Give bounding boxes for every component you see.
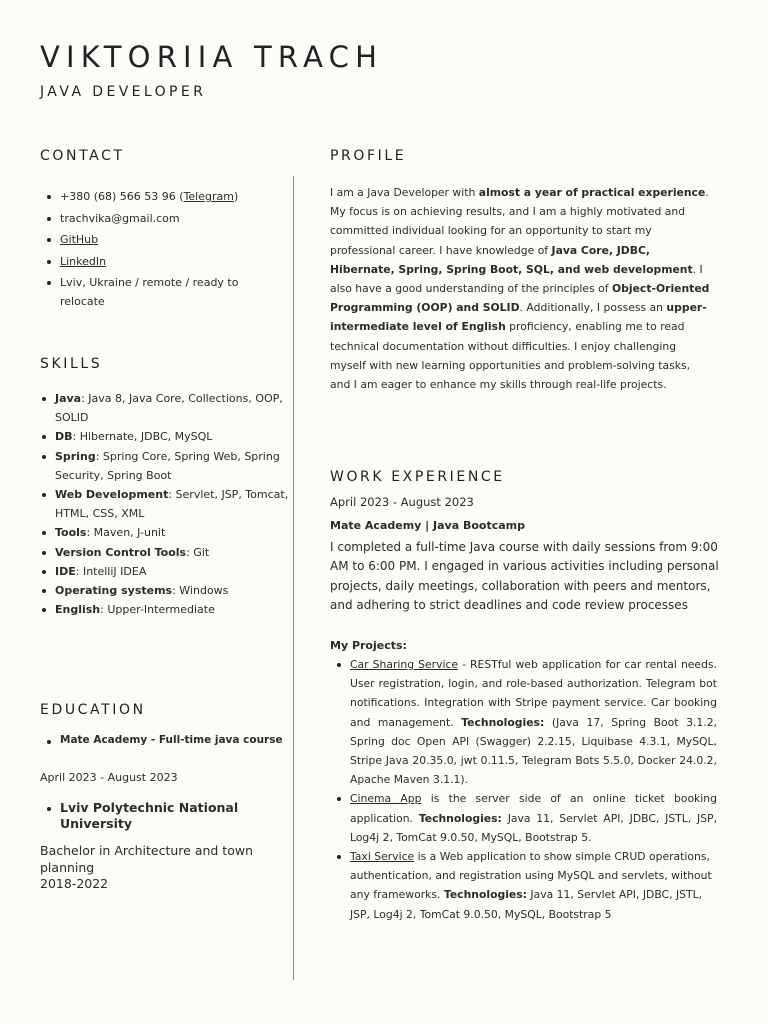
skill-item [40, 427, 290, 446]
skill-label: Operating systems [55, 584, 173, 598]
profile-text [330, 183, 712, 394]
education-item-polytechnic: Lviv Polytechnic National University [45, 800, 290, 832]
contact-location: Lviv, Ukraine / remote / ready to relocate [45, 273, 285, 311]
project-link-taxi[interactable]: Taxi Service [350, 850, 415, 864]
skill-item [40, 485, 290, 523]
project-tech: (Java 17, Spring Boot 3.1.2, Spring doc Open API (Swagger) 2.2.15, Liquibase 4.3.1, MySQL, Stripe Java 20.35.0, jwt 0.11.5, Telegram Bots 5.5.0, Docker 24.0.2, Apache Maven 3.1.1). [350, 715, 717, 787]
contact-github [45, 230, 285, 249]
profile-part: I am a Java Developer with [330, 186, 479, 199]
skill-value: : Windows [172, 584, 229, 598]
project-item [335, 655, 717, 789]
contact-phone [45, 187, 285, 206]
column-divider [293, 176, 294, 980]
profile-part: . Additionally, I possess an [519, 301, 667, 315]
skill-value: : Maven, J-unit [86, 526, 166, 540]
skills-list [40, 389, 290, 619]
education-item-mate: Mate Academy - Full-time java course [45, 733, 290, 749]
skill-label: Version Control Tools [55, 545, 187, 559]
work-description: I completed a full-time Java course with daily sessions from 9:00 AM to 6:00 PM. I engaged in various activities including personal projects, daily meetings, collaboration with peers and mentors, and adhering to strict deadlines and code review processes [330, 540, 719, 612]
tech-label: Technologies: [443, 888, 527, 902]
project-desc: is the server side of an online ticket booking application. [350, 792, 717, 825]
skill-value: : IntelliJ IDEA [75, 564, 147, 578]
education-date: April 2023 - August 2023 [40, 771, 178, 784]
education-list-1 [45, 733, 290, 749]
projects-label: My Projects: [330, 639, 407, 652]
profile-highlight: Java Core, JDBC, Hibernate, Spring, Spring Boot, SQL, and web development [330, 243, 693, 276]
skill-item [40, 581, 290, 600]
degree-title: Bachelor in Architecture and town planning [40, 843, 254, 875]
project-link-car-sharing[interactable]: Car Sharing Service [350, 658, 459, 671]
phone-close: ) [233, 190, 239, 203]
education-list-2 [45, 800, 290, 832]
degree-years: 2018-2022 [40, 876, 109, 891]
skill-value: : Servlet, JSP, Tomcat, HTML, CSS, XML [55, 488, 289, 521]
project-item [335, 847, 717, 924]
contact-email: trachvika@gmail.com [45, 209, 285, 228]
resume-name: VIKTORIIA TRACH [40, 40, 384, 74]
skill-label: IDE [55, 564, 76, 578]
project-tech: Java 11, Servlet API, JDBC, JSTL, JSP, Log4j 2, TomCat 9.0.50, MySQL, Bootstrap 5 [350, 888, 703, 921]
project-link-cinema[interactable]: Cinema App [350, 792, 422, 806]
contact-heading: CONTACT [40, 148, 125, 164]
skill-label: Spring [55, 449, 96, 463]
project-desc: - RESTful web application for car rental needs. User registration, login, and role-based authorization. Telegram bot notifications. Integration with Stripe payment service. Car booking and management. [350, 658, 717, 729]
skill-item [40, 447, 290, 485]
work-heading: WORK EXPERIENCE [330, 469, 505, 485]
skill-value: : Java 8, Java Core, Collections, OOP, SOLID [55, 392, 283, 425]
skill-value: : Hibernate, JDBC, MySQL [72, 430, 213, 444]
profile-part: proficiency, enabling me to read technical documentation without difficulties. I enjoy challenging myself with new learning opportunities and problem-solving tasks, and I am eager to enhance my skills through real-life projects. [330, 320, 691, 392]
tech-label: Technologies: [418, 811, 502, 825]
skill-item [40, 523, 290, 542]
phone-number: +380 (68) 566 53 96 ( [60, 190, 184, 203]
skill-value: : Upper-Intermediate [100, 603, 215, 617]
resume-role: JAVA DEVELOPER [40, 84, 207, 100]
skill-item [40, 543, 290, 562]
skill-item [40, 389, 290, 427]
skill-label: Web Development [55, 488, 169, 502]
contact-list [45, 187, 285, 314]
skill-value: : Spring Core, Spring Web, Spring Security, Spring Boot [55, 449, 280, 482]
skill-label: Tools [55, 526, 87, 540]
project-desc: is a Web application to show simple CRUD operations, authentication, and registration using MySQL and servlets, without any frameworks. [350, 850, 712, 902]
profile-part: . My focus is on achieving results, and I am a highly motivated and committed individual looking for an opportunity to start my professional career. I have knowledge of [330, 186, 709, 257]
github-link[interactable]: GitHub [60, 233, 99, 247]
linkedin-link[interactable]: LinkedIn [60, 254, 107, 268]
profile-highlight: upper-intermediate level of English [330, 301, 707, 334]
telegram-link[interactable]: Telegram [183, 190, 234, 203]
education-heading: EDUCATION [40, 702, 146, 718]
skill-item [40, 600, 290, 619]
skill-item [40, 562, 290, 581]
projects-list [335, 655, 717, 924]
profile-highlight: Object-Oriented Programming (OOP) and SOLID [330, 282, 710, 315]
profile-part: . I also have a good understanding of the principles of [330, 262, 703, 296]
skill-label: English [55, 603, 101, 617]
profile-heading: PROFILE [330, 148, 407, 164]
profile-highlight: almost a year of practical experience [478, 186, 706, 199]
education-degree [40, 843, 280, 893]
project-tech: Java 11, Servlet API, JDBC, JSTL, JSP, Log4j 2, TomCat 9.0.50, MySQL, Bootstrap 5. [350, 811, 718, 844]
work-company: Mate Academy | Java Bootcamp [330, 519, 525, 532]
skill-value: : Git [186, 545, 210, 559]
work-date: April 2023 - August 2023 [330, 495, 474, 509]
project-item [335, 789, 717, 847]
skill-label: DB [55, 430, 73, 444]
skill-label: Java [55, 392, 82, 405]
skills-heading: SKILLS [40, 356, 103, 372]
contact-linkedin [45, 252, 285, 271]
tech-label: Technologies: [461, 715, 545, 729]
